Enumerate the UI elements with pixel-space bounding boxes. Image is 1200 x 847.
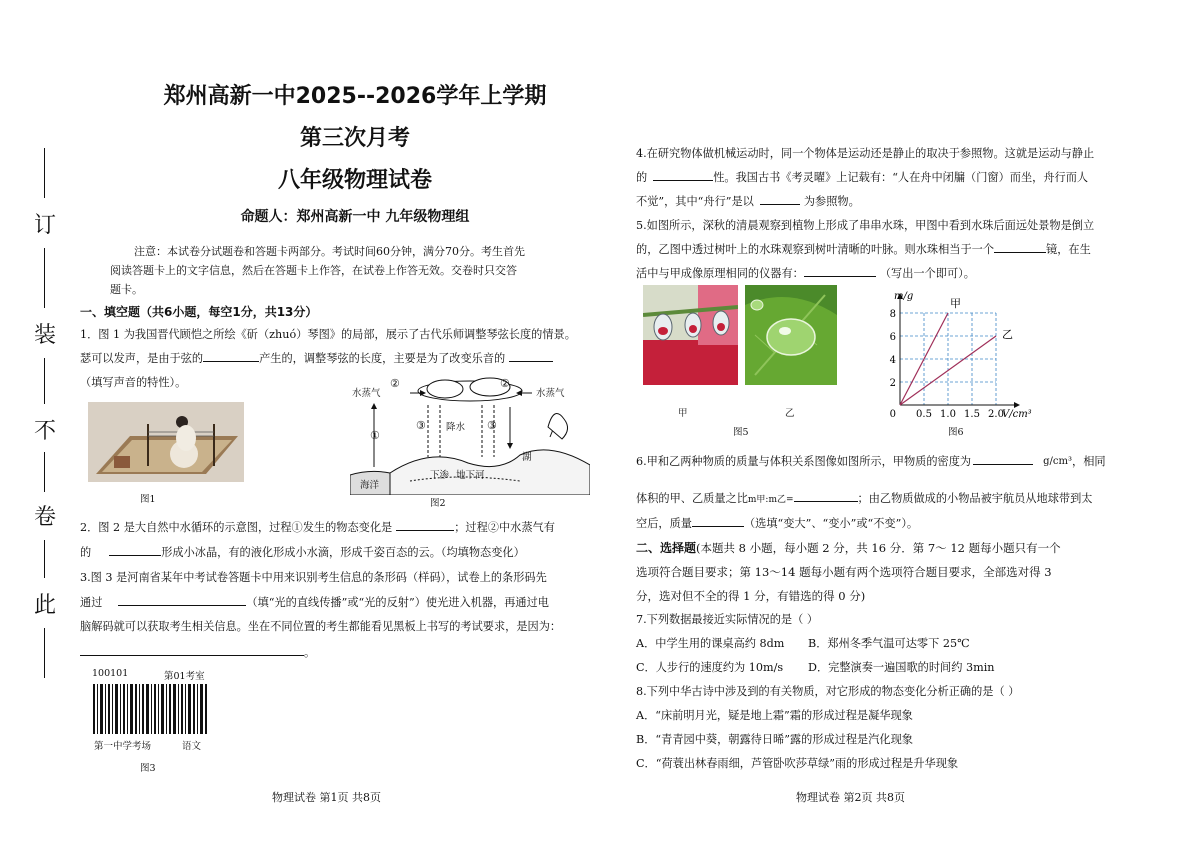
notice-line-2: 阅读答题卡上的文字信息，然后在答题卡上作答，在试卷上作答无效。交卷时只交答 xyxy=(110,264,517,277)
school-title: 郑州高新一中2025--2026学年上学期 xyxy=(163,84,547,109)
section2-line-1 xyxy=(636,536,1061,560)
q1-blank-2[interactable] xyxy=(509,347,553,362)
x-tick-label-0: 0.5 xyxy=(916,409,932,420)
x-axis-arrow xyxy=(1014,402,1020,408)
q6-ratio: m甲:m乙= xyxy=(747,495,794,505)
q1-blank-1[interactable] xyxy=(203,347,259,362)
q2-line-1a: 2．图 2 是大自然中水循环的示意图，过程①发生的物态变化是 xyxy=(80,521,393,534)
q3-line-2b: （填“光的直线传播”或“光的反射”）使光进入机器，再通过电 xyxy=(246,596,549,609)
fig1-painting xyxy=(88,402,244,482)
footer-right: 物理试卷 第2页 共8页 xyxy=(796,791,905,804)
fig2-num-3-right: ③ xyxy=(487,419,497,432)
fig3-caption: 图3 xyxy=(140,763,156,774)
q6-line-1b: ，相同 xyxy=(1072,455,1106,468)
q2-blank-2[interactable] xyxy=(109,541,161,556)
q5-line-3 xyxy=(636,262,975,286)
q5-line-3a: 活中与甲成像原理相同的仪器有： xyxy=(636,267,804,280)
q8-option-c[interactable]: C．“荷蓑出林春雨细，芦管卧吹莎草绿”雨的形成过程是升华现象 xyxy=(636,757,959,770)
y-tick-label-3: 8 xyxy=(889,309,896,320)
q4-line-3b: 为参照物。 xyxy=(803,195,860,208)
q1-line-2a: 瑟可以发声，是由于弦的 xyxy=(80,352,204,365)
fig2-caption: 图2 xyxy=(430,498,446,509)
barcode-bottom-right: 语文 xyxy=(182,741,202,752)
q2-line-2a: 的 xyxy=(80,546,92,559)
exam-name: 第三次月考 xyxy=(299,126,410,151)
q6-line-2a: 体积的甲、乙质量之比 xyxy=(636,492,748,505)
x-axis-label: V/cm³ xyxy=(1002,409,1032,420)
q3-line-2 xyxy=(80,591,549,615)
binding-char-1: 订 xyxy=(33,213,56,238)
binding-line-top xyxy=(44,148,45,198)
q6-line-3a: 空后，质量 xyxy=(636,517,692,530)
q3-blank-1[interactable] xyxy=(118,591,246,606)
q2-line-1 xyxy=(80,516,555,540)
binding-line-4 xyxy=(44,452,45,492)
q3-line-4-end: 。 xyxy=(304,646,316,659)
fig6-caption: 图6 xyxy=(948,427,964,438)
q6-line-3 xyxy=(636,512,918,536)
binding-char-4: 卷 xyxy=(33,505,56,530)
notice-line-3: 题卡。 xyxy=(110,283,143,296)
fig2-num-2-right: ② xyxy=(500,377,510,390)
q4-line-3a: 不觉”，其中“舟行”是以 xyxy=(636,195,754,208)
q1-line-2 xyxy=(80,347,553,371)
x-tick-label-3: 2.0 xyxy=(988,409,1004,420)
q4-blank-2[interactable] xyxy=(760,190,800,205)
q6-line-1a: 6.甲和乙两种物质的质量与体积关系图像如图所示，甲物质的密度为 xyxy=(636,455,972,468)
section2-line-2: 选项符合题目要求；第 13～14 题每小题有两个选项符合题目要求，全部选对得 3 xyxy=(636,565,1052,579)
fig5-label-a: 甲 xyxy=(678,408,688,419)
q5-line-1: 5.如图所示，深秋的清晨观察到植物上形成了串串水珠，甲图中看到水珠后面远处景物是倒立 xyxy=(636,219,1095,232)
fig2-label-vapor-left: 水蒸气 xyxy=(352,388,381,399)
fig2-label-sea: 海洋 xyxy=(360,480,380,491)
q8-option-b[interactable]: B．“青青园中葵，朝露待日晞”露的形成过程是汽化现象 xyxy=(636,733,913,746)
fig1-caption: 图1 xyxy=(140,494,156,505)
author-line: 命题人：郑州高新一中 九年级物理组 xyxy=(240,209,470,225)
q4-line-1: 4.在研究物体做机械运动时，同一个物体是运动还是静止的取决于参照物。这就是运动与静止 xyxy=(636,147,1095,160)
binding-line-5 xyxy=(44,540,45,578)
fig2-water-cycle xyxy=(350,377,590,495)
x-tick-label-1: 1.0 xyxy=(940,409,956,420)
fig5-photo-b xyxy=(745,285,837,385)
fig5-caption: 图5 xyxy=(733,427,749,438)
q4-line-3 xyxy=(636,190,860,214)
footer-left: 物理试卷 第1页 共8页 xyxy=(272,791,381,804)
q4-line-2 xyxy=(636,166,1088,190)
q7-option-d[interactable]: D．完整演奏一遍国歌的时间约 3min xyxy=(808,661,995,674)
binding-line-3 xyxy=(44,358,45,404)
q6-line-3b: （选填“变大”、“变小”或“不变”）。 xyxy=(743,517,919,530)
fig2-num-3-left: ③ xyxy=(416,419,426,432)
fig5-label-b: 乙 xyxy=(785,408,795,419)
fig2-label-lake: 湖 xyxy=(522,452,532,463)
series-label-0: 甲 xyxy=(950,297,961,310)
q1-line-2b: 产生的，调整琴弦的长度，主要是为了改变乐音的 xyxy=(259,352,506,365)
q7-option-a[interactable]: A．中学生用的课桌高约 8dm xyxy=(636,637,785,650)
y-tick-label-0: 2 xyxy=(889,378,896,389)
q4-line-2b: 性。我国古书《考灵曜》上记载有：“人在舟中闭牖（门窗）而坐，舟行而人 xyxy=(713,171,1089,184)
q1-line-3: （填写声音的特性）。 xyxy=(80,376,187,389)
q7-option-c[interactable]: C．人步行的速度约为 10m/s xyxy=(636,661,784,674)
fig2-label-seep: 下渗 xyxy=(430,470,450,481)
barcode-top-right: 第01考室 xyxy=(164,671,205,682)
q5-line-3b: （写出一个即可）。 xyxy=(879,267,975,280)
x-tick-label-2: 1.5 xyxy=(964,409,980,420)
q6-unit: g/cm³ xyxy=(1043,456,1072,467)
notice-line-1: 注意：本试卷分试题卷和答题卡两部分。考试时间60分钟，满分70分。考生首先 xyxy=(134,245,525,258)
q4-line-2a: 的 xyxy=(636,171,648,184)
q5-line-2a: 的，乙图中透过树叶上的水珠观察到树叶清晰的叶脉。则水珠相当于一个 xyxy=(636,243,995,256)
q5-blank-1[interactable] xyxy=(994,238,1046,253)
fig6-plot xyxy=(880,285,1050,420)
fig2-label-underground: 地下河 xyxy=(456,470,485,481)
section1-title: 一、填空题（共6小题，每空1分，共13分） xyxy=(80,305,318,319)
fig2-num-1: ① xyxy=(370,429,380,442)
barcode-bottom-left: 第一中学考场 xyxy=(94,741,152,752)
q3-line-1: 3.图 3 是河南省某年中考试卷答题卡中用来识别考生信息的条形码（样码），试卷上的条形码先 xyxy=(80,571,547,584)
q3-blank-2[interactable] xyxy=(80,641,304,656)
q8-option-a[interactable]: A．“床前明月光，疑是地上霜”霜的形成过程是凝华现象 xyxy=(636,709,913,722)
q2-line-1b: ；过程②中水蒸气有 xyxy=(454,521,555,534)
barcode-image xyxy=(92,684,210,734)
q7-stem: 7.下列数据最接近实际情况的是（ ） xyxy=(636,613,819,626)
q6-blank-1[interactable] xyxy=(973,450,1033,465)
q6-line-1 xyxy=(636,450,1106,474)
binding-line-bottom xyxy=(44,628,45,678)
binding-line-2 xyxy=(44,248,45,308)
section2-line-3: 分，选对但不全的得 1 分，有错选的得 0 分) xyxy=(636,589,866,603)
q3-line-4 xyxy=(80,641,315,665)
y-tick-label-1: 4 xyxy=(889,355,896,366)
q3-line-3: 脑解码就可以获取考生相关信息。坐在不同位置的考生都能看见黑板上书写的考试要求，是因为： xyxy=(80,620,562,633)
series-label-1: 乙 xyxy=(1002,328,1013,341)
subject-title: 八年级物理试卷 xyxy=(277,168,432,193)
fig6-chart xyxy=(880,285,1050,420)
q6-blank-2[interactable] xyxy=(794,487,858,502)
q2-blank-1[interactable] xyxy=(396,516,454,531)
q1-line-1: 1．图 1 为我国晋代顾恺之所绘《斫（zhuó）琴图》的局部，展示了古代乐师调整琴弦长度的情景。 xyxy=(80,328,576,341)
q2-line-2 xyxy=(80,541,525,565)
fig2-label-vapor-right: 水蒸气 xyxy=(536,388,565,399)
barcode-top-left: 100101 xyxy=(92,668,129,679)
section2-line-1-text: (本题共 8 小题，每小题 2 分，共 16 分．第 7～ 12 题每小题只有一个 xyxy=(696,541,1061,555)
fig2-num-2-left: ② xyxy=(390,377,400,390)
fig2-label-rain: 降水 xyxy=(446,422,466,433)
q4-blank-1[interactable] xyxy=(653,166,713,181)
q6-blank-3[interactable] xyxy=(692,512,744,527)
binding-char-5: 此 xyxy=(33,593,56,618)
y-tick-label-2: 6 xyxy=(889,332,896,343)
y-axis-label: m/g xyxy=(894,291,914,302)
q3-line-2a: 通过 xyxy=(80,596,103,609)
binding-char-2: 装 xyxy=(33,323,56,348)
q5-blank-2[interactable] xyxy=(804,262,876,277)
q2-line-2b: 形成小冰晶，有的液化形成小水滴，形成千姿百态的云。（均填物态变化） xyxy=(161,546,525,559)
binding-char-3: 不 xyxy=(33,419,56,444)
q8-stem: 8.下列中华古诗中涉及到的有关物质，对它形成的物态变化分析正确的是（ ） xyxy=(636,685,1020,698)
section2-title: 二、选择题 xyxy=(636,541,697,555)
q6-line-2 xyxy=(636,487,1093,512)
q5-line-2b: 镜，在生 xyxy=(1046,243,1091,256)
q6-line-2b: ；由乙物质做成的小物品被宇航员从地球带到太 xyxy=(857,492,1093,505)
fig5-photo-a xyxy=(643,285,738,385)
q7-option-b[interactable]: B．郑州冬季气温可达零下 25℃ xyxy=(808,637,970,650)
q5-line-2 xyxy=(636,238,1091,262)
origin-label: 0 xyxy=(889,409,896,420)
